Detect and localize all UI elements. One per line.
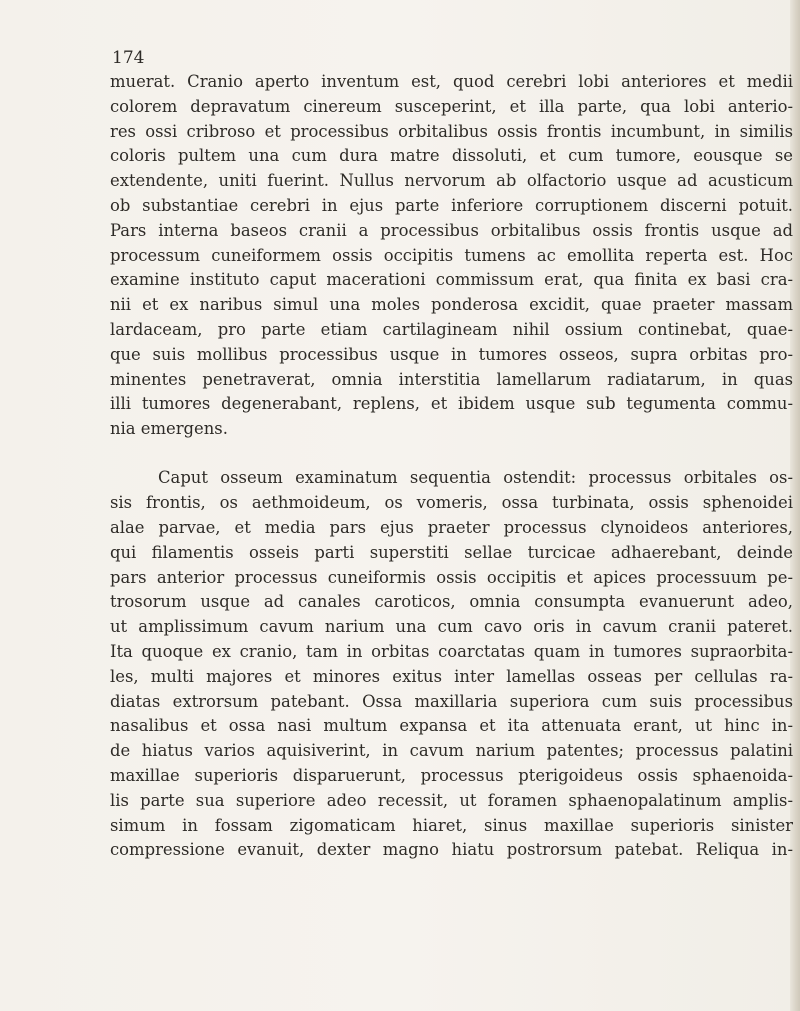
text-line: extendente, uniti fuerint. Nullus nervorum ab olfactorio usque ad acusticum	[110, 171, 793, 191]
text-line: lardaceam, pro parte etiam cartilagineam nihil ossium continebat, quae-	[110, 319, 793, 339]
text-line: res ossi cribroso et processibus orbitalibus ossis frontis incumbunt, in similis	[110, 121, 793, 141]
text-line: ob substantiae cerebri in ejus parte inferiore corruptionem discerni potuit.	[110, 195, 793, 215]
text-line: de hiatus varios aquisiverint, in cavum narium patentes; processus palatini	[110, 741, 793, 761]
text-line: Caput osseum examinatum sequentia ostendit: processus orbitales os-	[158, 468, 793, 488]
text-line: trosorum usque ad canales caroticos, omnia consumpta evanuerunt adeo,	[110, 592, 793, 612]
text-line: Ita quoque ex cranio, tam in orbitas coarctatas quam in tumores supraorbita-	[110, 642, 793, 662]
paragraph-gap	[110, 442, 793, 467]
text-line: coloris pultem una cum dura matre dissoluti, et cum tumore, eousque se	[110, 146, 793, 166]
text-line: les, multi majores et minores exitus inter lamellas osseas per cellulas ra-	[110, 666, 793, 686]
text-line: muerat. Cranio aperto inventum est, quod cerebri lobi anteriores et medii	[110, 72, 793, 91]
text-line: qui filamentis osseis parti superstiti sellae turcicae adhaerebant, deinde	[110, 542, 793, 562]
text-line: alae parvae, et media pars ejus praeter processus clynoideos anteriores,	[110, 518, 793, 538]
text-line: simum in fossam zigomaticam hiaret, sinus maxillae superioris sinister	[110, 815, 793, 835]
text-line: compressione evanuit, dexter magno hiatu postrorsum patebat. Reliqua in-	[110, 840, 793, 860]
text-line: que suis mollibus processibus usque in tumores osseos, supra orbitas pro-	[110, 344, 793, 364]
text-line: illi tumores degenerabant, replens, et ibidem usque sub tegumenta commu-	[110, 394, 793, 414]
paragraph-1	[110, 70, 793, 442]
text-line: pars anterior processus cuneiformis ossis occipitis et apices processuum pe-	[110, 567, 793, 587]
text-line: nasalibus et ossa nasi multum expansa et ita attenuata erant, ut hinc in-	[110, 716, 793, 736]
text-line: colorem depravatum cinereum susceperint, et illa parte, qua lobi anterio-	[110, 96, 793, 116]
text-line: ut amplissimum cavum narium una cum cavo oris in cavum cranii pateret.	[110, 617, 793, 637]
text-line: lis parte sua superiore adeo recessit, ut foramen sphaenopalatinum amplis-	[110, 790, 793, 810]
text-line: nia emergens.	[110, 419, 228, 439]
text-line: processum cuneiformem ossis occipitis tumens ac emollita reperta est. Hoc	[110, 245, 793, 265]
text-line: minentes penetraverat, omnia interstitia lamellarum radiatarum, in quas	[110, 369, 793, 389]
text-line: examine instituto caput macerationi commissum erat, qua finita ex basi cra-	[110, 270, 793, 290]
text-line: Pars interna baseos cranii a processibus orbitalibus ossis frontis usque ad	[110, 220, 793, 240]
text-line: nii et ex naribus simul una moles ponderosa excidit, quae praeter massam	[110, 295, 793, 315]
page-number: 174	[112, 48, 145, 68]
body-text	[110, 70, 793, 863]
text-line: diatas extrorsum patebant. Ossa maxillaria superiora cum suis processibus	[110, 691, 793, 711]
text-line: maxillae superioris disparuerunt, processus pterigoideus ossis sphaenoida-	[110, 766, 793, 786]
text-line: sis frontis, os aethmoideum, os vomeris, ossa turbinata, ossis sphenoidei	[110, 493, 793, 513]
paragraph-2	[110, 466, 793, 863]
